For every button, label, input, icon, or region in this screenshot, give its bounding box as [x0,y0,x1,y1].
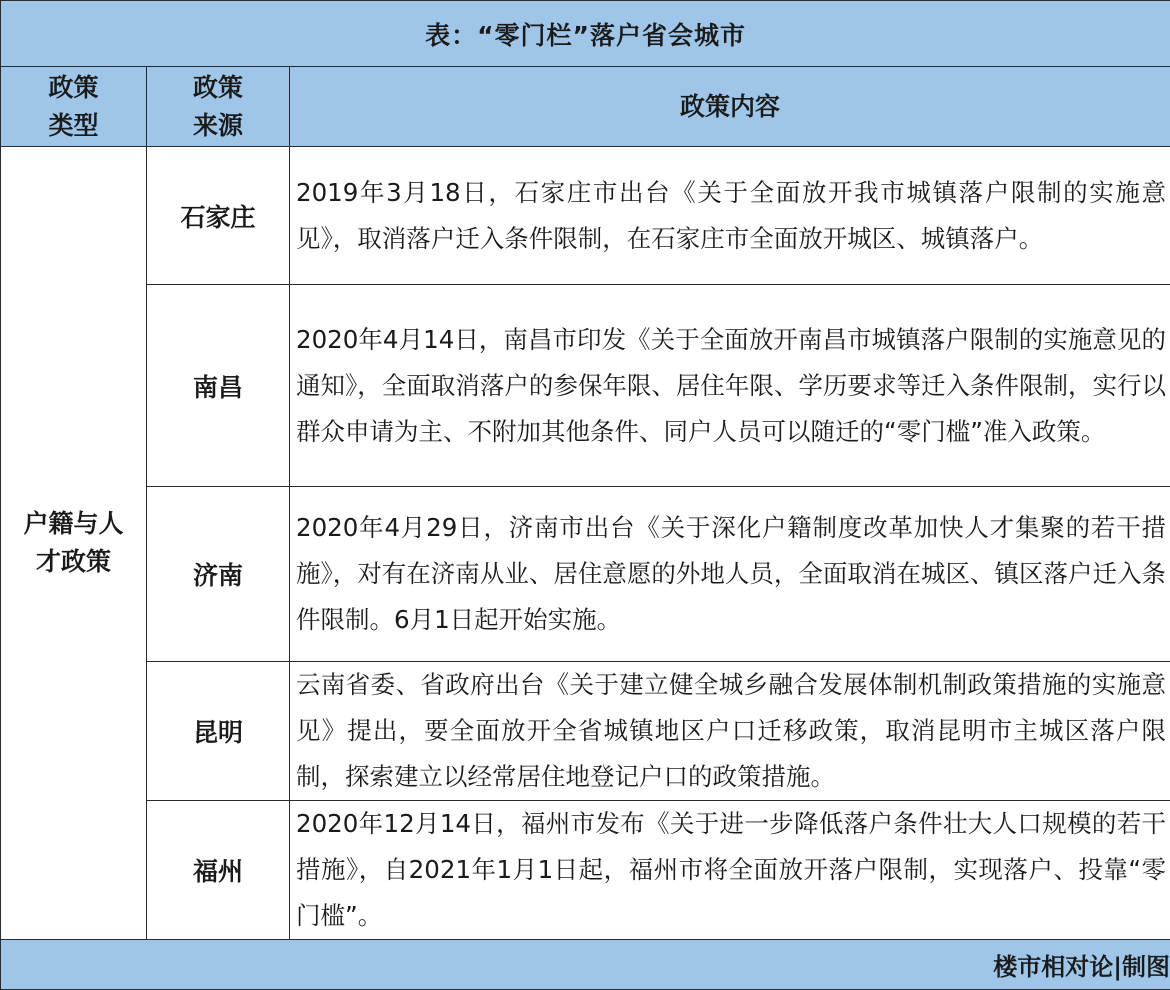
table-row [1,147,1170,285]
header-policy-type: 政策 类型 [1,67,147,147]
content-cell: 云南省委、省政府出台《关于建立健全城乡融合发展体制机制政策措施的实施意见》提出，要全面放开全省城镇地区户口迁移政策，取消昆明市主城区落户限制，探索建立以经常居住地登记户口的政策措施。 [290,662,1170,801]
table-title: 表：“零门栏”落户省会城市 [1,1,1170,67]
city-cell: 石家庄 [147,147,290,285]
header-policy-source: 政策 来源 [147,67,290,147]
table-row [1,487,1170,662]
source-credit: 楼市相对论|制图 [1,940,1170,990]
table-footer-row [1,940,1170,990]
policy-type-cell: 户籍与人 才政策 [1,147,147,940]
header-policy-content: 政策内容 [290,67,1170,147]
table-row [1,801,1170,940]
content-cell: 2020年12月14日，福州市发布《关于进一步降低落户条件壮大人口规模的若干措施》，自2021年1月1日起，福州市将全面放开落户限制，实现落户、投靠“零门槛”。 [290,801,1170,940]
city-cell: 南昌 [147,285,290,487]
table-row [1,285,1170,487]
table-header-row [1,67,1170,147]
city-cell: 福州 [147,801,290,940]
content-cell: 2019年3月18日，石家庄市出台《关于全面放开我市城镇落户限制的实施意见》，取消落户迁入条件限制，在石家庄市全面放开城区、城镇落户。 [290,147,1170,285]
content-cell: 2020年4月29日，济南市出台《关于深化户籍制度改革加快人才集聚的若干措施》，对有在济南从业、居住意愿的外地人员，全面取消在城区、镇区落户迁入条件限制。6月1日起开始实施。 [290,487,1170,662]
city-cell: 昆明 [147,662,290,801]
table-title-row [1,1,1170,67]
city-cell: 济南 [147,487,290,662]
content-cell: 2020年4月14日，南昌市印发《关于全面放开南昌市城镇落户限制的实施意见的通知》，全面取消落户的参保年限、居住年限、学历要求等迁入条件限制，实行以群众申请为主、不附加其他条件、同户人员可以随迁的“零门槛”准入政策。 [290,285,1170,487]
table-row [1,662,1170,801]
